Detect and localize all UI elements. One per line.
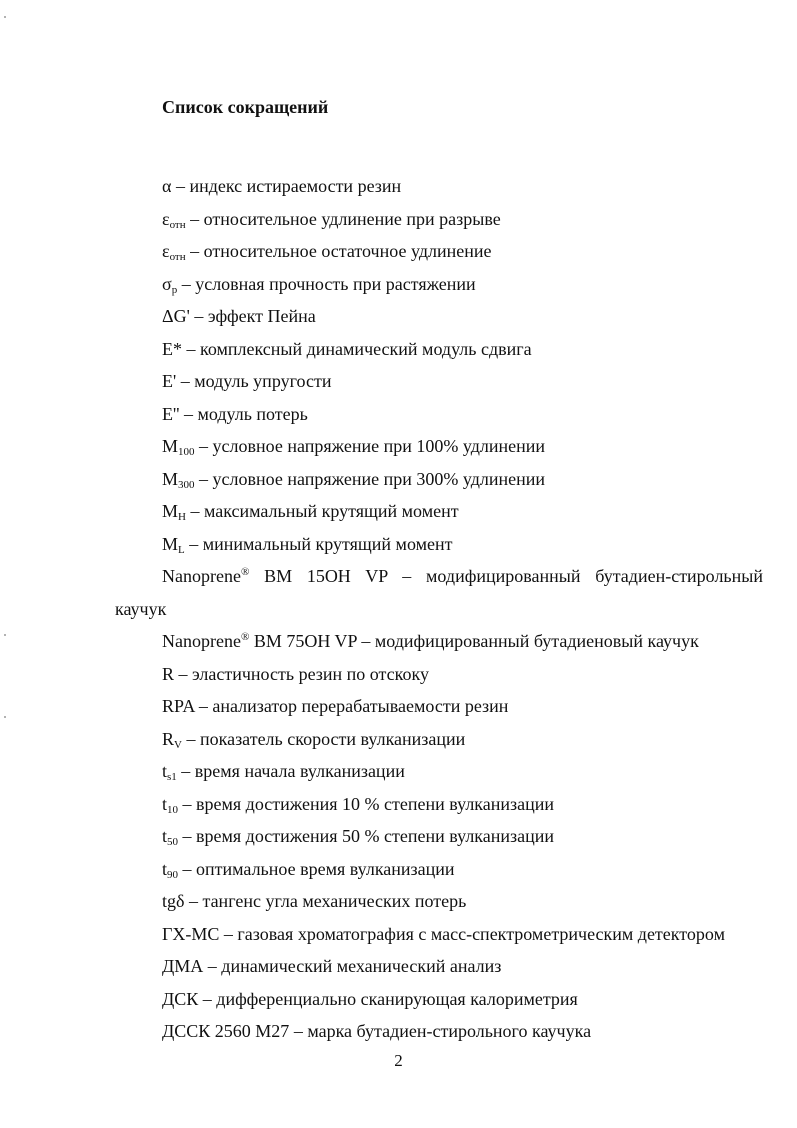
abbreviation-line xyxy=(162,436,545,456)
abbreviation-entry xyxy=(0,170,797,203)
abbreviation-definition: BM 15OH VP – модифицированный бутадиен-стирольный xyxy=(249,566,763,586)
abbreviation-entry xyxy=(0,983,797,1016)
abbreviation-entry xyxy=(0,235,797,268)
abbreviation-subscript: отн xyxy=(169,218,186,231)
abbreviation-definition: – марка бутадиен-стирольного каучука xyxy=(289,1021,592,1041)
abbreviation-entry xyxy=(0,723,797,756)
abbreviation-line xyxy=(162,209,501,229)
abbreviation-entry xyxy=(0,560,797,625)
abbreviation-symbol: ε xyxy=(162,208,170,229)
abbreviation-definition: – дифференциально сканирующая калориметрия xyxy=(198,988,578,1009)
abbreviation-subscript: 10 xyxy=(167,803,179,816)
abbreviation-entry xyxy=(0,398,797,431)
abbreviation-symbol: Nanoprene xyxy=(162,566,241,586)
abbreviation-definition: – индекс истираемости резин xyxy=(171,176,402,196)
abbreviation-superscript: ® xyxy=(240,566,250,578)
abbreviation-subscript: 100 xyxy=(178,446,195,458)
abbreviation-entry xyxy=(0,755,797,788)
abbreviation-line xyxy=(162,664,429,684)
abbreviation-entry xyxy=(0,528,797,561)
abbreviation-symbol: E'' xyxy=(162,403,180,424)
abbreviation-line xyxy=(162,631,699,651)
abbreviation-symbol: α xyxy=(162,176,172,196)
abbreviation-line xyxy=(162,241,491,261)
abbreviation-line xyxy=(162,371,331,391)
abbreviation-symbol: RPA xyxy=(162,696,195,716)
abbreviation-subscript: отн xyxy=(169,251,186,263)
abbreviation-list xyxy=(0,170,797,1048)
abbreviation-definition: – относительное удлинение при разрыве xyxy=(185,208,501,229)
abbreviation-symbol: Nanoprene xyxy=(162,631,241,651)
abbreviation-entry xyxy=(0,365,797,398)
abbreviation-line xyxy=(162,404,308,424)
abbreviation-entry xyxy=(0,495,797,528)
abbreviation-subscript: V xyxy=(174,738,182,751)
abbreviation-entry xyxy=(0,268,797,301)
abbreviation-symbol: ДСК xyxy=(162,988,199,1009)
abbreviation-entry xyxy=(0,788,797,821)
abbreviation-line xyxy=(162,696,508,716)
abbreviation-symbol: tgδ xyxy=(162,891,185,911)
abbreviation-subscript: 300 xyxy=(178,478,195,491)
abbreviation-entry xyxy=(0,203,797,236)
abbreviation-entry xyxy=(0,1015,797,1048)
abbreviation-definition: – эластичность резин по отскоку xyxy=(174,663,429,684)
abbreviation-line xyxy=(162,274,476,294)
abbreviation-line xyxy=(162,560,763,593)
abbreviation-definition: – относительное остаточное удлинение xyxy=(185,241,492,261)
abbreviation-definition: – эффект Пейна xyxy=(189,306,316,326)
abbreviation-line xyxy=(162,859,455,879)
abbreviation-symbol: M xyxy=(162,533,179,554)
abbreviation-line xyxy=(162,469,545,489)
abbreviation-definition: – условное напряжение при 100% удлинении xyxy=(194,436,545,456)
abbreviation-symbol: M xyxy=(162,468,179,489)
abbreviation-definition: – модуль потерь xyxy=(179,403,308,424)
abbreviation-definition: – время начала вулканизации xyxy=(176,761,405,781)
abbreviation-definition: – оптимальное время вулканизации xyxy=(178,858,455,879)
abbreviation-line xyxy=(162,176,401,196)
abbreviation-entry xyxy=(0,463,797,496)
abbreviation-definition: – максимальный крутящий момент xyxy=(185,501,459,521)
abbreviation-definition: – условное напряжение при 300% удлинении xyxy=(194,468,545,489)
abbreviation-subscript: s1 xyxy=(167,771,177,783)
abbreviation-subscript: 50 xyxy=(167,836,179,848)
abbreviation-entry xyxy=(0,430,797,463)
abbreviation-definition: – время достижения 50 % степени вулканизации xyxy=(178,826,555,846)
abbreviation-symbol: σ xyxy=(162,273,172,294)
abbreviation-entry xyxy=(0,853,797,886)
abbreviation-entry xyxy=(0,625,797,658)
abbreviation-subscript: H xyxy=(178,511,186,523)
scan-margin-mark xyxy=(4,16,6,18)
abbreviation-line xyxy=(162,501,459,521)
abbreviation-subscript: р xyxy=(171,283,178,296)
abbreviation-definition: – анализатор перерабатываемости резин xyxy=(194,696,509,716)
abbreviation-definition: – минимальный крутящий момент xyxy=(184,533,453,554)
abbreviation-definition: – время достижения 10 % степени вулканизации xyxy=(178,793,555,814)
abbreviation-symbol: ΔG' xyxy=(162,306,190,326)
abbreviation-symbol: t xyxy=(162,761,168,781)
abbreviation-line xyxy=(162,761,405,781)
abbreviation-definition: BM 75OH VP – модифицированный бутадиеновый каучук xyxy=(249,631,699,651)
abbreviation-line xyxy=(162,924,725,944)
abbreviation-symbol: ГХ-МС xyxy=(162,923,220,944)
abbreviation-entry xyxy=(0,333,797,366)
abbreviation-superscript: ® xyxy=(240,631,250,643)
abbreviation-subscript: 90 xyxy=(167,868,179,881)
abbreviation-definition: – газовая хроматография с масс-спектрометрическим детектором xyxy=(219,923,725,944)
abbreviation-line xyxy=(162,891,466,911)
abbreviation-symbol: t xyxy=(162,793,168,814)
abbreviation-definition: – модуль упругости xyxy=(176,371,332,391)
abbreviation-definition: – показатель скорости вулканизации xyxy=(181,728,466,749)
abbreviation-definition-continued: каучук xyxy=(115,598,167,619)
abbreviation-entry xyxy=(0,885,797,918)
abbreviation-symbol: R xyxy=(162,728,175,749)
abbreviation-symbol: E* xyxy=(162,338,182,359)
page-title: Список сокращений xyxy=(162,97,329,117)
abbreviation-definition: – условная прочность при растяжении xyxy=(177,273,476,294)
abbreviation-line xyxy=(162,339,532,359)
abbreviation-line xyxy=(162,956,501,976)
abbreviation-symbol: ε xyxy=(162,241,170,261)
abbreviation-definition: – динамический механический анализ xyxy=(203,956,502,976)
abbreviation-symbol: M xyxy=(162,501,179,521)
abbreviation-line xyxy=(162,306,316,326)
abbreviation-line xyxy=(162,729,465,749)
abbreviation-entry xyxy=(0,690,797,723)
abbreviation-entry xyxy=(0,918,797,951)
abbreviation-line xyxy=(162,534,452,554)
abbreviation-symbol: M xyxy=(162,436,179,456)
page-number: 2 xyxy=(394,1051,403,1070)
abbreviation-symbol: E' xyxy=(162,371,177,391)
abbreviation-symbol: ДССК 2560 М27 xyxy=(162,1021,290,1041)
abbreviation-line xyxy=(162,826,554,846)
abbreviation-entry xyxy=(0,658,797,691)
abbreviation-subscript: L xyxy=(178,543,185,556)
abbreviation-entry xyxy=(0,300,797,333)
abbreviation-entry xyxy=(0,820,797,853)
abbreviation-definition: – тангенс угла механических потерь xyxy=(184,891,467,911)
abbreviation-symbol: t xyxy=(162,858,168,879)
abbreviation-symbol: R xyxy=(162,663,175,684)
abbreviation-definition: – комплексный динамический модуль сдвига xyxy=(182,338,532,359)
abbreviation-line xyxy=(162,794,554,814)
abbreviation-symbol: ДМА xyxy=(162,956,204,976)
abbreviation-line xyxy=(162,989,578,1009)
abbreviation-symbol: t xyxy=(162,826,168,846)
abbreviation-entry xyxy=(0,950,797,983)
abbreviation-line xyxy=(162,1021,591,1041)
